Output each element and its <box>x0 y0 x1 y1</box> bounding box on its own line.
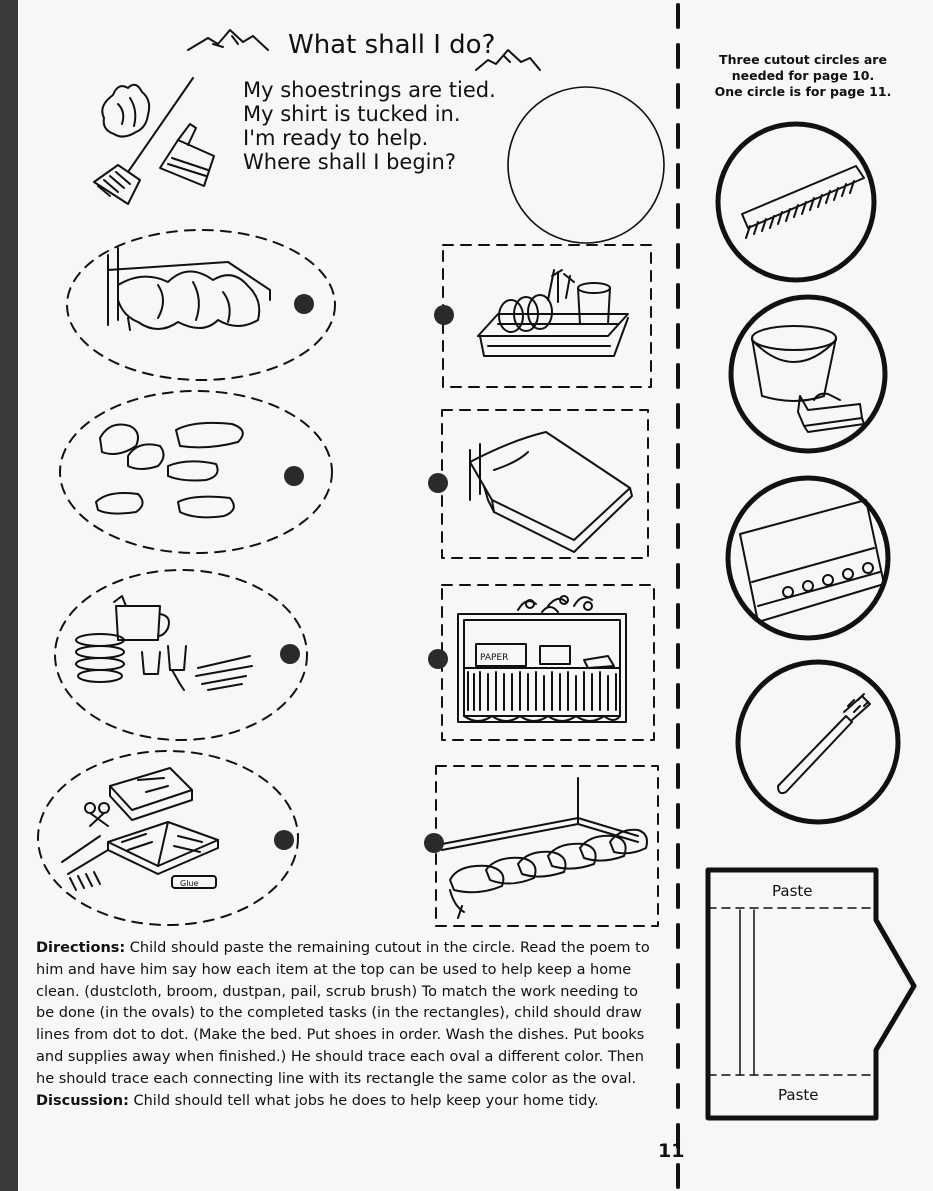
unmade-bed-icon <box>108 248 270 330</box>
cutout-note-line: Three cutout circles are <box>719 52 887 67</box>
glue-label: Glue <box>180 879 199 888</box>
paste-label-bottom: Paste <box>778 1086 819 1104</box>
scattered-books-supplies-icon <box>62 768 218 890</box>
dish-rack-icon <box>478 270 628 356</box>
directions-line: he should trace each connecting line with its rectangle the same color as the oval. <box>36 1070 637 1087</box>
paste-circle[interactable] <box>508 87 664 243</box>
directions-line: and supplies away when finished.) He should trace each oval a different color. Then <box>36 1048 644 1065</box>
made-bed-icon <box>470 432 632 552</box>
discussion-label: Discussion: <box>36 1092 129 1109</box>
connect-dot[interactable] <box>274 830 294 850</box>
comb-icon <box>742 166 864 238</box>
cutout-circle[interactable] <box>731 297 885 451</box>
task-oval[interactable] <box>55 570 307 740</box>
scattered-shoes-icon <box>96 423 243 517</box>
connect-dot[interactable] <box>434 305 454 325</box>
page-number: 11 <box>658 1140 685 1162</box>
connect-dot[interactable] <box>428 649 448 669</box>
task-oval[interactable] <box>38 751 298 925</box>
shoes-in-row-icon <box>442 778 647 918</box>
directions-label: Directions: <box>36 940 126 956</box>
cutout-note-line: needed for page 10. <box>731 68 875 83</box>
pail-scrub-brush-icon <box>752 326 864 432</box>
dustpan-icon <box>160 124 214 186</box>
mountain-icon <box>188 30 268 50</box>
directions-line: lines from dot to dot. (Make the bed. Put shoes in order. Wash the dishes. Put books <box>36 1027 645 1044</box>
page-title: What shall I do? <box>288 30 496 60</box>
poem-line: I'm ready to help. <box>243 126 429 150</box>
directions <box>36 938 696 1112</box>
directions-line: him and have him say how each item at the top can be used to help keep a home <box>36 961 632 978</box>
directions-line: clean. (dustcloth, broom, dustpan, pail, scrub brush) To match the work needing to <box>36 983 639 1000</box>
toothbrush-icon <box>778 694 870 793</box>
connect-dot[interactable] <box>424 833 444 853</box>
paper-box-label: PAPER <box>480 653 509 663</box>
dustcloth-icon <box>102 85 149 137</box>
discussion-text: Child should tell what jobs he does to help keep your home tidy. <box>128 1092 599 1109</box>
cutout-note-line: One circle is for page 11. <box>714 84 892 99</box>
paste-label-top: Paste <box>772 882 813 900</box>
dirty-dishes-icon <box>76 596 252 690</box>
poem-line: My shoestrings are tied. <box>243 78 496 102</box>
poem-line: Where shall I begin? <box>243 150 456 174</box>
connect-dot[interactable] <box>280 644 300 664</box>
connect-dot[interactable] <box>294 294 314 314</box>
poem-line: My shirt is tucked in. <box>243 102 461 126</box>
cutout-circle[interactable] <box>738 662 898 822</box>
worksheet-page <box>18 0 933 1191</box>
cutout-circle[interactable] <box>728 478 888 638</box>
directions-line: be done (in the ovals) to the completed tasks (in the rectangles), child should draw <box>36 1005 642 1022</box>
done-rectangle[interactable] <box>443 245 651 387</box>
connect-dot[interactable] <box>428 473 448 493</box>
directions-line: Child should paste the remaining cutout in the circle. Read the poem to <box>125 940 650 956</box>
mountain-icon <box>476 50 540 70</box>
towel-icon <box>740 500 884 622</box>
paste-flap[interactable] <box>708 870 914 1118</box>
connect-dot[interactable] <box>284 466 304 486</box>
cutout-circle[interactable] <box>718 124 874 280</box>
